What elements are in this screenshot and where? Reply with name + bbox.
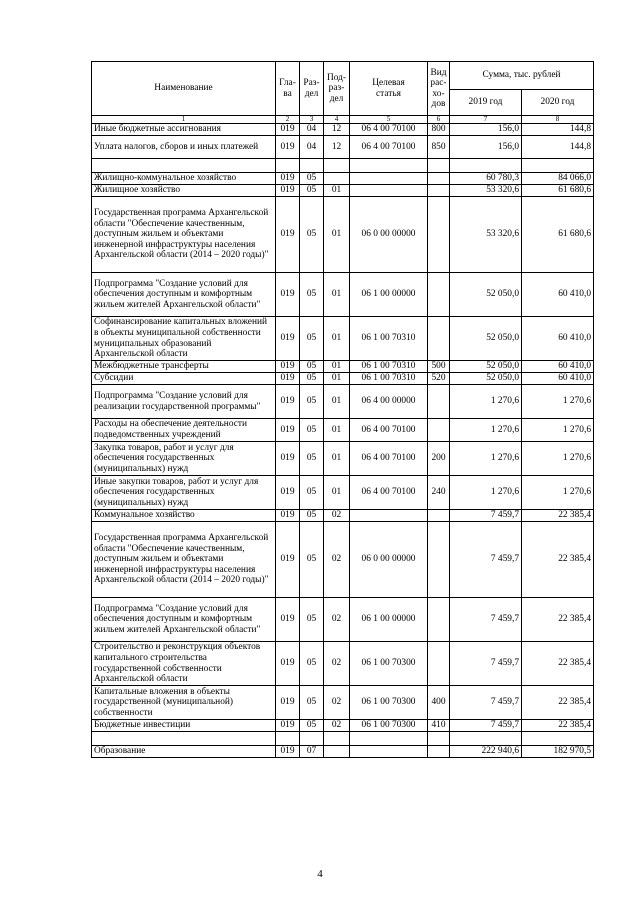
cell-razdel: 05: [300, 419, 324, 442]
cell-celevaya-statya: 06 4 00 00000: [350, 385, 428, 419]
cell-sum-2019: 60 780,3: [450, 173, 522, 185]
cell-sum-2019: 52 050,0: [450, 361, 522, 373]
column-number: 5: [350, 116, 428, 124]
cell-razdel: 05: [300, 476, 324, 510]
cell-sum-2019: 52 050,0: [450, 273, 522, 317]
cell-podrazdel: 01: [324, 442, 350, 476]
table-row: [92, 476, 594, 510]
cell-sum-2020: 22 385,4: [522, 686, 594, 720]
cell-celevaya-statya: 06 4 00 70100: [350, 136, 428, 159]
cell-vid-rashodov: 410: [428, 720, 450, 732]
cell-sum-2019: 52 050,0: [450, 317, 522, 361]
cell-glava: 019: [276, 385, 300, 419]
cell-vid-rashodov: [428, 746, 450, 758]
cell-sum-2019: 7 459,7: [450, 686, 522, 720]
cell-sum-2020: 144,8: [522, 136, 594, 159]
cell-sum-2019: 156,0: [450, 124, 522, 136]
cell-podrazdel: 01: [324, 373, 350, 385]
cell-vid-rashodov: [428, 317, 450, 361]
cell-razdel: 05: [300, 173, 324, 185]
cell-celevaya-statya: 06 4 00 70100: [350, 124, 428, 136]
cell-celevaya-statya: 06 1 00 70310: [350, 373, 428, 385]
column-number: 1: [92, 116, 276, 124]
cell-glava: 019: [276, 361, 300, 373]
cell-podrazdel: 01: [324, 361, 350, 373]
cell-sum-2020: 22 385,4: [522, 720, 594, 732]
cell-name: Уплата налогов, сборов и иных платежей: [92, 136, 276, 159]
table-body: [92, 124, 594, 758]
cell-name: Закупка товаров, работ и услуг для обеспечения государственных (муниципальных) нужд: [92, 442, 276, 476]
header-year-2020: 2020 год: [522, 90, 594, 116]
cell-sum-2020: 1 270,6: [522, 442, 594, 476]
table-row: [92, 522, 594, 598]
table-row: [92, 373, 594, 385]
cell-sum-2020: 22 385,4: [522, 598, 594, 642]
cell-glava: 019: [276, 317, 300, 361]
cell-sum-2020: 1 270,6: [522, 476, 594, 510]
table-row: [92, 385, 594, 419]
cell-sum-2019: 53 320,6: [450, 185, 522, 197]
cell-razdel: 05: [300, 273, 324, 317]
column-number: 8: [522, 116, 594, 124]
cell-sum-2019: 7 459,7: [450, 642, 522, 686]
table-row: [92, 273, 594, 317]
cell-glava: 019: [276, 746, 300, 758]
cell-glava: 019: [276, 197, 300, 273]
cell-sum-2019: 53 320,6: [450, 197, 522, 273]
cell-vid-rashodov: [428, 510, 450, 522]
empty-cell: [276, 732, 300, 746]
cell-glava: 019: [276, 185, 300, 197]
empty-cell: [428, 159, 450, 173]
empty-cell: [92, 159, 276, 173]
cell-razdel: 07: [300, 746, 324, 758]
empty-cell: [324, 732, 350, 746]
cell-celevaya-statya: 06 4 00 70100: [350, 442, 428, 476]
empty-cell: [300, 732, 324, 746]
header-summa: Сумма, тыс. рублей: [450, 62, 594, 90]
cell-razdel: 05: [300, 385, 324, 419]
cell-podrazdel: 01: [324, 385, 350, 419]
table-row: [92, 136, 594, 159]
table-row: [92, 124, 594, 136]
empty-cell: [92, 732, 276, 746]
cell-glava: 019: [276, 522, 300, 598]
cell-sum-2019: 7 459,7: [450, 598, 522, 642]
cell-sum-2020: 22 385,4: [522, 510, 594, 522]
cell-vid-rashodov: [428, 197, 450, 273]
cell-podrazdel: 02: [324, 720, 350, 732]
column-number: 4: [324, 116, 350, 124]
cell-sum-2020: 22 385,4: [522, 642, 594, 686]
table-row: [92, 173, 594, 185]
cell-sum-2019: 52 050,0: [450, 373, 522, 385]
cell-sum-2020: 84 066,0: [522, 173, 594, 185]
cell-podrazdel: [324, 173, 350, 185]
cell-razdel: 04: [300, 136, 324, 159]
empty-cell: [522, 732, 594, 746]
cell-podrazdel: 02: [324, 522, 350, 598]
empty-cell: [450, 732, 522, 746]
cell-vid-rashodov: [428, 419, 450, 442]
cell-sum-2020: 182 970,5: [522, 746, 594, 758]
cell-razdel: 05: [300, 197, 324, 273]
cell-name: Межбюджетные трансферты: [92, 361, 276, 373]
cell-sum-2019: 1 270,6: [450, 385, 522, 419]
cell-glava: 019: [276, 598, 300, 642]
header-celevaya-statya: Целевая статья: [350, 62, 428, 116]
cell-razdel: 05: [300, 185, 324, 197]
budget-table: [91, 61, 594, 758]
cell-vid-rashodov: 500: [428, 361, 450, 373]
cell-vid-rashodov: [428, 185, 450, 197]
cell-sum-2020: 22 385,4: [522, 522, 594, 598]
table-row: [92, 686, 594, 720]
cell-sum-2020: 60 410,0: [522, 317, 594, 361]
table-row: [92, 185, 594, 197]
header-vid-rashodov: Вид рас- хо- дов: [428, 62, 450, 116]
table-header: [92, 62, 594, 124]
cell-name: Подпрограмма "Создание условий для реализации государственной программы": [92, 385, 276, 419]
cell-sum-2019: 156,0: [450, 136, 522, 159]
table-row: [92, 361, 594, 373]
cell-glava: 019: [276, 476, 300, 510]
cell-podrazdel: [324, 746, 350, 758]
cell-podrazdel: 12: [324, 124, 350, 136]
cell-vid-rashodov: 520: [428, 373, 450, 385]
cell-celevaya-statya: [350, 510, 428, 522]
column-number: 6: [428, 116, 450, 124]
cell-celevaya-statya: 06 1 00 70300: [350, 720, 428, 732]
table-row: [92, 598, 594, 642]
cell-name: Подпрограмма "Создание условий для обеспечения доступным и комфортным жильем жителей Архангельской области": [92, 598, 276, 642]
cell-celevaya-statya: 06 1 00 70310: [350, 317, 428, 361]
cell-glava: 019: [276, 720, 300, 732]
cell-name: Жилищное хозяйство: [92, 185, 276, 197]
column-number: 2: [276, 116, 300, 124]
cell-sum-2020: 1 270,6: [522, 385, 594, 419]
cell-celevaya-statya: 06 1 00 70300: [350, 642, 428, 686]
cell-glava: 019: [276, 136, 300, 159]
table-row: [92, 510, 594, 522]
column-numbers-row: [92, 116, 594, 124]
cell-celevaya-statya: 06 0 00 00000: [350, 522, 428, 598]
cell-sum-2019: 222 940,6: [450, 746, 522, 758]
cell-glava: 019: [276, 419, 300, 442]
cell-podrazdel: 02: [324, 642, 350, 686]
cell-glava: 019: [276, 686, 300, 720]
cell-name: Образование: [92, 746, 276, 758]
table-row: [92, 442, 594, 476]
cell-podrazdel: 01: [324, 197, 350, 273]
table-row: [92, 197, 594, 273]
cell-razdel: 05: [300, 598, 324, 642]
empty-cell: [450, 159, 522, 173]
cell-sum-2020: 144,8: [522, 124, 594, 136]
cell-name: Бюджетные инвестиции: [92, 720, 276, 732]
cell-razdel: 05: [300, 720, 324, 732]
cell-name: Расходы на обеспечение деятельности подведомственных учреждений: [92, 419, 276, 442]
cell-razdel: 05: [300, 361, 324, 373]
empty-cell: [350, 159, 428, 173]
cell-sum-2019: 7 459,7: [450, 510, 522, 522]
cell-sum-2020: 60 410,0: [522, 373, 594, 385]
cell-podrazdel: 01: [324, 476, 350, 510]
cell-glava: 019: [276, 124, 300, 136]
spacer-row: [92, 159, 594, 173]
header-name: Наименование: [92, 62, 276, 116]
cell-glava: 019: [276, 642, 300, 686]
column-number: 7: [450, 116, 522, 124]
cell-podrazdel: 02: [324, 510, 350, 522]
cell-sum-2020: 60 410,0: [522, 273, 594, 317]
cell-name: Софинансирование капитальных вложений в объекты муниципальной собственности муниципальных образований Архангельской области: [92, 317, 276, 361]
cell-name: Иные закупки товаров, работ и услуг для обеспечения государственных (муниципальных) нужд: [92, 476, 276, 510]
cell-celevaya-statya: [350, 173, 428, 185]
empty-cell: [324, 159, 350, 173]
table-row: [92, 720, 594, 732]
cell-glava: 019: [276, 510, 300, 522]
cell-vid-rashodov: [428, 385, 450, 419]
page-number: 4: [317, 868, 323, 880]
cell-name: Подпрограмма "Создание условий для обеспечения доступным и комфортным жильем жителей Архангельской области": [92, 273, 276, 317]
cell-celevaya-statya: [350, 185, 428, 197]
cell-sum-2019: 7 459,7: [450, 720, 522, 732]
cell-name: Коммунальное хозяйство: [92, 510, 276, 522]
empty-cell: [522, 159, 594, 173]
cell-podrazdel: 01: [324, 273, 350, 317]
cell-sum-2019: 1 270,6: [450, 419, 522, 442]
cell-celevaya-statya: 06 1 00 70310: [350, 361, 428, 373]
empty-cell: [276, 159, 300, 173]
cell-name: Капитальные вложения в объекты государственной (муниципальной) собственности: [92, 686, 276, 720]
cell-podrazdel: 01: [324, 419, 350, 442]
cell-name: Субсидии: [92, 373, 276, 385]
header-razdel: Раз- дел: [300, 62, 324, 116]
cell-razdel: 04: [300, 124, 324, 136]
cell-podrazdel: 01: [324, 185, 350, 197]
cell-razdel: 05: [300, 317, 324, 361]
cell-name: Жилищно-коммунальное хозяйство: [92, 173, 276, 185]
cell-vid-rashodov: 240: [428, 476, 450, 510]
table-row: [92, 419, 594, 442]
cell-vid-rashodov: [428, 598, 450, 642]
cell-glava: 019: [276, 273, 300, 317]
header-glava: Гла- ва: [276, 62, 300, 116]
column-number: 3: [300, 116, 324, 124]
table-row: [92, 642, 594, 686]
cell-razdel: 05: [300, 373, 324, 385]
cell-celevaya-statya: 06 4 00 70100: [350, 476, 428, 510]
cell-sum-2019: 1 270,6: [450, 442, 522, 476]
cell-celevaya-statya: 06 1 00 00000: [350, 598, 428, 642]
spacer-row: [92, 732, 594, 746]
cell-sum-2020: 1 270,6: [522, 419, 594, 442]
cell-vid-rashodov: 850: [428, 136, 450, 159]
cell-vid-rashodov: 400: [428, 686, 450, 720]
cell-sum-2019: 7 459,7: [450, 522, 522, 598]
cell-razdel: 05: [300, 442, 324, 476]
cell-sum-2019: 1 270,6: [450, 476, 522, 510]
cell-razdel: 05: [300, 522, 324, 598]
cell-name: Строительство и реконструкция объектов капитального строительства государственной собственности Архангельской области: [92, 642, 276, 686]
header-podrazdel: Под- раз- дел: [324, 62, 350, 116]
cell-celevaya-statya: 06 0 00 00000: [350, 197, 428, 273]
header-year-2019: 2019 год: [450, 90, 522, 116]
cell-sum-2020: 61 680,6: [522, 185, 594, 197]
cell-podrazdel: 02: [324, 686, 350, 720]
empty-cell: [350, 732, 428, 746]
table-row: [92, 746, 594, 758]
cell-glava: 019: [276, 173, 300, 185]
cell-name: Государственная программа Архангельской области "Обеспечение качественным, доступным жильем и объектами инженерной инфраструктуры населения Архангельской области (2014 – 2020 годы)": [92, 197, 276, 273]
cell-glava: 019: [276, 373, 300, 385]
cell-celevaya-statya: 06 4 00 70100: [350, 419, 428, 442]
cell-razdel: 05: [300, 642, 324, 686]
cell-razdel: 05: [300, 686, 324, 720]
cell-razdel: 05: [300, 510, 324, 522]
cell-vid-rashodov: [428, 173, 450, 185]
cell-sum-2020: 60 410,0: [522, 361, 594, 373]
cell-vid-rashodov: [428, 522, 450, 598]
cell-name: Иные бюджетные ассигнования: [92, 124, 276, 136]
cell-celevaya-statya: 06 1 00 70300: [350, 686, 428, 720]
cell-celevaya-statya: 06 1 00 00000: [350, 273, 428, 317]
cell-vid-rashodov: [428, 642, 450, 686]
cell-podrazdel: 12: [324, 136, 350, 159]
cell-podrazdel: 02: [324, 598, 350, 642]
empty-cell: [300, 159, 324, 173]
cell-name: Государственная программа Архангельской области "Обеспечение качественным, доступным жильем и объектами инженерной инфраструктуры населения Архангельской области (2014 – 2020 годы)": [92, 522, 276, 598]
empty-cell: [428, 732, 450, 746]
cell-celevaya-statya: [350, 746, 428, 758]
cell-vid-rashodov: 200: [428, 442, 450, 476]
table-row: [92, 317, 594, 361]
cell-vid-rashodov: [428, 273, 450, 317]
cell-podrazdel: 01: [324, 317, 350, 361]
cell-sum-2020: 61 680,6: [522, 197, 594, 273]
cell-glava: 019: [276, 442, 300, 476]
cell-vid-rashodov: 800: [428, 124, 450, 136]
